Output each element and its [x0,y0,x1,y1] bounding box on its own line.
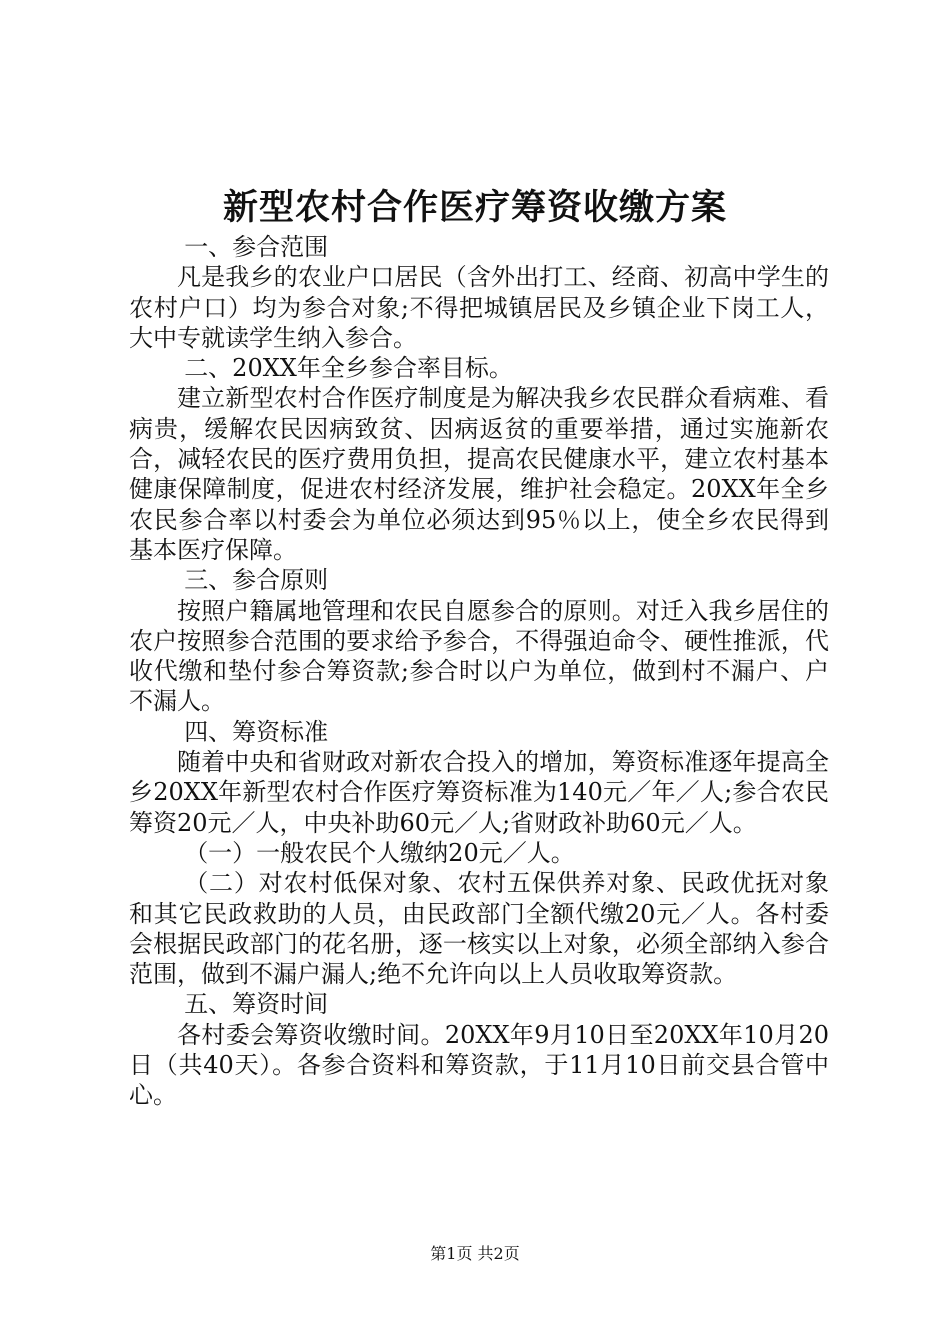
paragraph: （一）一般农民个人缴纳20元／人。 [184,838,575,867]
document-title: 新型农村合作医疗筹资收缴方案 [222,187,727,228]
paragraph: 建立新型农村合作医疗制度是为解决我乡农民群众看病难、看病贵，缓解农民因病致贫、因病返贫的重要举措，通过实施新农合，减轻农民的医疗费用负担，提高农民健康水平，建立农村基本健康保障制度，促进农村经济发展，维护社会稳定。20XX年全乡农民参合率以村委会为单位必须达到95％以上，使全乡农民得到基本医疗保障。 [129,384,829,564]
section-heading: 二、20XX年全乡参合率目标。 [184,354,513,383]
paragraph: 各村委会筹资收缴时间。20XX年9月10日至20XX年10月20日（共40天）。各参合资料和筹资款，于11月10日前交县合管中心。 [129,1020,829,1110]
paragraph: 随着中央和省财政对新农合投入的增加，筹资标准逐年提高全乡20XX年新型农村合作医疗筹资标准为140元／年／人;参合农民筹资20元／人，中央补助60元／人;省财政补助60元／人。 [129,748,829,837]
section-heading: 三、参合原则 [184,566,329,595]
document-body [129,232,829,1111]
section-heading: 五、筹资时间 [184,990,329,1019]
section-heading: 四、筹资标准 [184,717,329,746]
paragraph: 凡是我乡的农业户口居民（含外出打工、经商、初高中学生的农村户口）均为参合对象;不得把城镇居民及乡镇企业下岗工人，大中专就读学生纳入参合。 [129,263,829,352]
section-heading: 一、参合范围 [184,233,329,261]
page-number-footer: 第1页 共2页 [430,1244,520,1263]
paragraph: 按照户籍属地管理和农民自愿参合的原则。对迁入我乡居住的农户按照参合范围的要求给予参合，不得强迫命令、硬性推派，代收代缴和垫付参合筹资款;参合时以户为单位，做到村不漏户、户不漏人。 [129,596,829,716]
paragraph: （二）对农村低保对象、农村五保供养对象、民政优抚对象和其它民政救助的人员，由民政部门全额代缴20元／人。各村委会根据民政部门的花名册，逐一核实以上对象，必须全部纳入参合范围，做到不漏户漏人;绝不允许向以上人员收取筹资款。 [129,869,829,989]
